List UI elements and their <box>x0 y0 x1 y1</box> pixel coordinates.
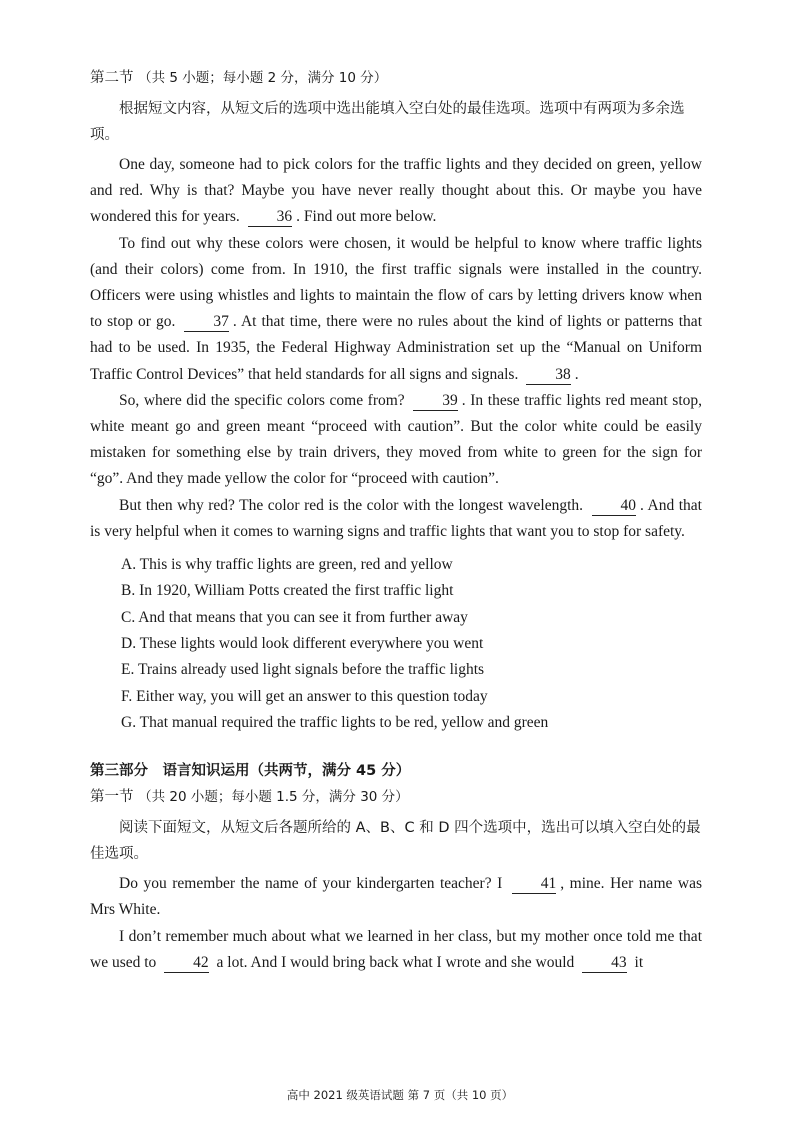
option-f: F. Either way, you will get an answer to this question today <box>121 687 488 705</box>
paragraph-2-text-mid: . At that time, there were no rules about the kind of lights or patterns that had to be used. In 1935, the Federal Highway Administration set up the “Manual on Uniform Traffic Control Devices” that held standards for all signs and signals. <box>90 313 702 383</box>
option-b: B. In 1920, William Potts created the first traffic light <box>121 582 454 600</box>
section-2-note: （共 5 小题；每小题 2 分，满分 10 分） <box>138 70 388 86</box>
paragraph-4-text-end: . And that is very helpful when it comes to warning signs and traffic lights that want you to stop for safety. <box>90 496 702 540</box>
option-list <box>121 552 702 736</box>
paragraph-3-text: So, where did the specific colors come from? <box>119 391 405 409</box>
cloze-paragraph-1 <box>90 871 702 923</box>
blank-38: 38 <box>526 366 571 385</box>
exam-page <box>90 66 702 976</box>
section-2-title: 第二节 <box>90 70 134 86</box>
blank-43: 43 <box>582 954 627 973</box>
paragraph-1-text-end: . Find out more below. <box>296 208 437 226</box>
blank-41: 41 <box>512 875 557 894</box>
section-2-heading <box>90 66 702 90</box>
part-3-section-1-heading <box>90 785 702 809</box>
cloze-paragraph-2-text-mid: a lot. And I would bring back what I wrote and she would <box>216 953 575 971</box>
option-d: D. These lights would look different everywhere you went <box>121 634 484 652</box>
paragraph-1-text: One day, someone had to pick colors for the traffic lights and they decided on green, yellow and red. Why is that? Maybe you have never really thought about this. Or maybe you have wondered this for years. <box>90 156 702 226</box>
passage-paragraph-2 <box>90 231 702 388</box>
blank-37: 37 <box>184 313 229 332</box>
cloze-paragraph-1-text-end: , mine. Her name was Mrs White. <box>90 875 702 919</box>
cloze-paragraph-2-text: I don’t remember much about what we learned in her class, but my mother once told me that we used to <box>90 927 702 971</box>
option-e: E. Trains already used light signals before the traffic lights <box>121 661 485 679</box>
blank-40: 40 <box>592 497 637 516</box>
option-a: A. This is why traffic lights are green, red and yellow <box>121 556 453 574</box>
passage-paragraph-1 <box>90 152 702 231</box>
passage-paragraph-3 <box>90 388 702 493</box>
cloze-paragraph-2 <box>90 924 702 976</box>
passage-paragraph-4 <box>90 493 702 545</box>
option-c: C. And that means that you can see it from further away <box>121 608 468 626</box>
paragraph-2-text: To find out why these colors were chosen, it would be helpful to know where traffic lights (and their colors) come from. In 1910, the first traffic signals were installed in the country. Officers were using whistles and lights to maintain the flow of cars by letting drivers know when to stop or go. <box>90 234 702 331</box>
part-3-section-1-title: 第一节 <box>90 789 134 806</box>
section-2-instruction: 根据短文内容，从短文后的选项中选出能填入空白处的最佳选项。选项中有两项为多余选项。 <box>90 101 685 143</box>
paragraph-4-text: But then why red? The color red is the color with the longest wavelength. <box>119 496 584 514</box>
page-footer: 高中 2021 级英语试题 第 7 页（共 10 页） <box>286 1088 514 1102</box>
part-3-instruction: 阅读下面短文，从短文后各题所给的 A、B、C 和 D 四个选项中，选出可以填入空白处的最佳选项。 <box>90 820 701 863</box>
paragraph-3-text-end: . In these traffic lights red meant stop, white meant go and green meant “proceed with caution”. But the color white could be easily mistaken for something else by train drivers, they moved from white to green for the sign for “go”. And they made yellow the color for “proceed with caution”. <box>90 391 703 488</box>
blank-36: 36 <box>248 208 293 227</box>
part-3-title: 第三部分 语言知识运用（共两节，满分 45 分） <box>90 763 411 780</box>
cloze-paragraph-2-text-end: it <box>634 953 644 971</box>
blank-42: 42 <box>164 954 209 973</box>
cloze-paragraph-1-text: Do you remember the name of your kindergarten teacher? I <box>119 875 503 893</box>
part-3-section-1-note: （共 20 小题；每小题 1.5 分，满分 30 分） <box>138 789 409 806</box>
blank-39: 39 <box>413 392 458 411</box>
option-g: G. That manual required the traffic lights to be red, yellow and green <box>121 713 549 731</box>
paragraph-2-text-end: . <box>574 365 579 383</box>
